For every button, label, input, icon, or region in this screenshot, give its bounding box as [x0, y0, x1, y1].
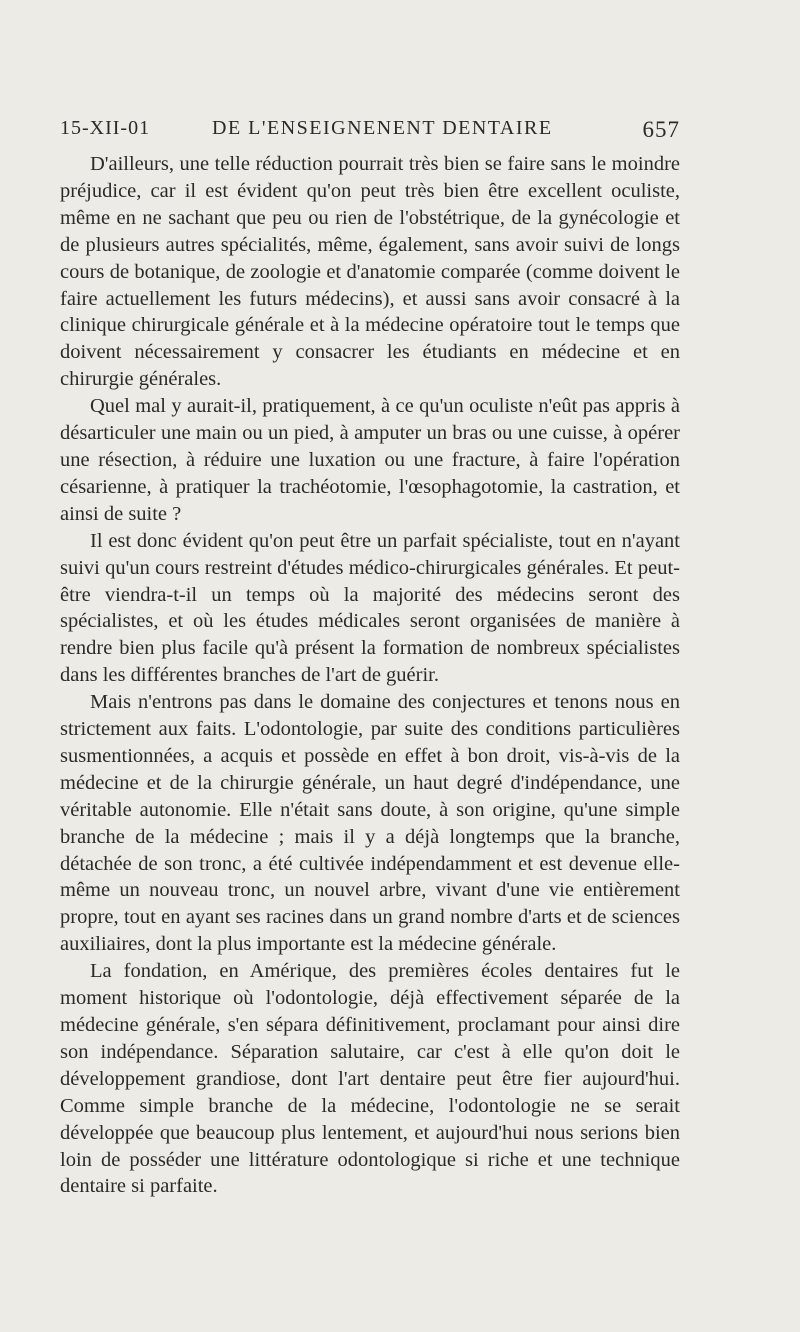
- paragraph-2: Quel mal y aurait-il, pratiquement, à ce qu'un oculiste n'eût pas appris à désarticuler une main ou un pied, à amputer un bras ou une cuisse, à opérer une résection, à réduire une luxation ou une fracture, à faire l'opération césarienne, à pratiquer la trachéotomie, l'œsophagotomie, la castration, et ainsi de suite ?: [60, 395, 680, 525]
- paragraph-5: La fondation, en Amérique, des premières écoles dentaires fut le moment historique où l'odontologie, déjà effectivement séparée de la médecine générale, s'en sépara définitivement, proclamant pour ainsi dire son indépendance. Séparation salutaire, car c'est à elle qu'on doit le développement grandiose, dont l'art dentaire peut être fier aujourd'hui. Comme simple branche de la médecine, l'odontologie ne se serait développée que beaucoup plus lentement, et aujourd'hui nous serions bien loin de posséder une littérature odontologique si riche et une technique dentaire si parfaite.: [60, 960, 680, 1198]
- paragraph-1: D'ailleurs, une telle réduction pourrait très bien se faire sans le moindre préjudice, car il est évident qu'on peut très bien être excellent oculiste, même en ne sachant que peu ou rien de l'obstétrique, de la gynécologie et de plusieurs autres spécialités, même, également, sans avoir suivi de longs cours de botanique, de zoologie et d'anatomie comparée (comme doivent le faire actuellement les futurs médecins), et aussi sans avoir consacré à la clinique chirurgicale générale et à la médecine opératoire tout le temps que doivent nécessairement y consacrer les étudiants en médecine et en chirurgie générales.: [60, 153, 680, 391]
- body-text: [60, 151, 680, 1200]
- paragraph-3: Il est donc évident qu'on peut être un parfait spécialiste, tout en n'ayant suivi qu'un cours restreint d'études médico-chirurgicales générales. Et peut-être viendra-t-il un temps où la majorité des médecins seront des spécialistes, et où les études médicales seront organisées de manière à rendre bien plus facile qu'à présent la formation de nombreux spécialistes dans les différentes branches de l'art de guérir.: [60, 529, 680, 687]
- page-number: 657: [642, 117, 680, 142]
- paragraph-4: Mais n'entrons pas dans le domaine des conjectures et tenons nous en strictement aux faits. L'odontologie, par suite des conditions particulières susmentionnées, a acquis et possède en effet à bon droit, vis-à-vis de la médecine et de la chirurgie générale, un haut degré d'indépendance, une véritable autonomie. Elle n'était sans doute, à son origine, qu'une simple branche de la médecine ; mais il y a déjà longtemps que la branche, détachée de son tronc, a été cultivée indépendamment et est devenue elle-même un nouveau tronc, un nouvel arbre, vivant d'une vie entièrement propre, tout en ayant ses racines dans un grand nombre d'arts et de sciences auxiliaires, dont la plus importante est la médecine générale.: [60, 691, 680, 956]
- running-header: [60, 117, 680, 145]
- header-date: 15-XII-01: [60, 117, 151, 139]
- header-title: DE L'ENSEIGNENENT DENTAIRE: [212, 117, 553, 139]
